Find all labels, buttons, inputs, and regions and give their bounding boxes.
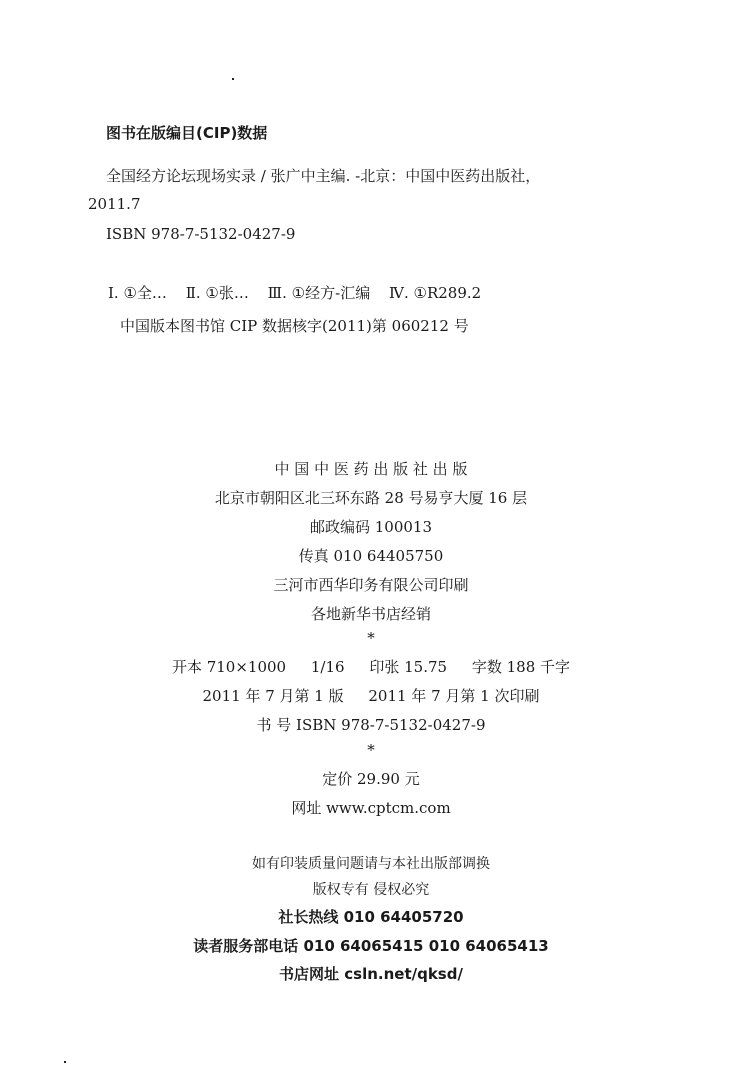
cip-heading: 图书在版编目(CIP)数据: [106, 124, 268, 142]
cip-classification: [108, 282, 495, 303]
website: 网址 www.cptcm.com: [291, 799, 451, 817]
classification-item: Ⅰ. ①全…: [108, 284, 167, 302]
bookstore-site: 书店网址 csln.net/qksd/: [279, 965, 463, 983]
cip-title-line: 全国经方论坛现场实录 / 张广中主编. -北京：中国中医药出版社，: [106, 167, 541, 185]
publisher-fax: 传真 010 64405750: [298, 547, 444, 565]
spec-word-count: 字数 188 千字: [471, 658, 571, 676]
publisher-distributor: 各地新华书店经销: [310, 605, 431, 623]
scan-mark: [232, 78, 234, 80]
cip-isbn: ISBN 978-7-5132-0427-9: [106, 225, 296, 243]
spec-printing: 2011 年 7 月第 1 次印刷: [368, 687, 540, 705]
hotline: 社长热线 010 64405720: [278, 908, 464, 926]
separator-star: *: [367, 741, 375, 759]
scan-mark: [64, 1061, 66, 1063]
spec-fraction: 1/16: [310, 658, 345, 676]
edition-line: [0, 685, 742, 706]
spec-format: 开本 710×1000: [171, 658, 287, 676]
reader-service: 读者服务部电话 010 64065415 010 64065413: [193, 937, 549, 955]
publisher-address: 北京市朝阳区北三环东路 28 号易亨大厦 16 层: [214, 489, 528, 507]
publisher-postcode: 邮政编码 100013: [309, 518, 433, 536]
publisher-name: 中 国 中 医 药 出 版 社 出 版: [274, 460, 468, 478]
price: 定价 29.90 元: [322, 770, 420, 788]
spec-edition: 2011 年 7 月第 1 版: [202, 687, 344, 705]
classification-item: Ⅳ. ①R289.2: [388, 284, 482, 302]
book-number: 书 号 ISBN 978-7-5132-0427-9: [256, 716, 486, 734]
cip-number: 中国版本图书馆 CIP 数据核字(2011)第 060212 号: [120, 317, 469, 335]
cip-year: 2011.7: [88, 195, 141, 213]
classification-item: Ⅲ. ①经方-汇编: [267, 284, 371, 302]
copyright-notice: 版权专有 侵权必究: [312, 882, 430, 898]
separator-star: *: [367, 629, 375, 647]
specs-line: [0, 656, 742, 677]
classification-item: Ⅱ. ①张…: [185, 284, 249, 302]
spec-sheets: 印张 15.75: [369, 658, 448, 676]
quality-notice: 如有印装质量问题请与本社出版部调换: [252, 856, 490, 872]
publisher-printer: 三河市西华印务有限公司印刷: [273, 576, 469, 594]
